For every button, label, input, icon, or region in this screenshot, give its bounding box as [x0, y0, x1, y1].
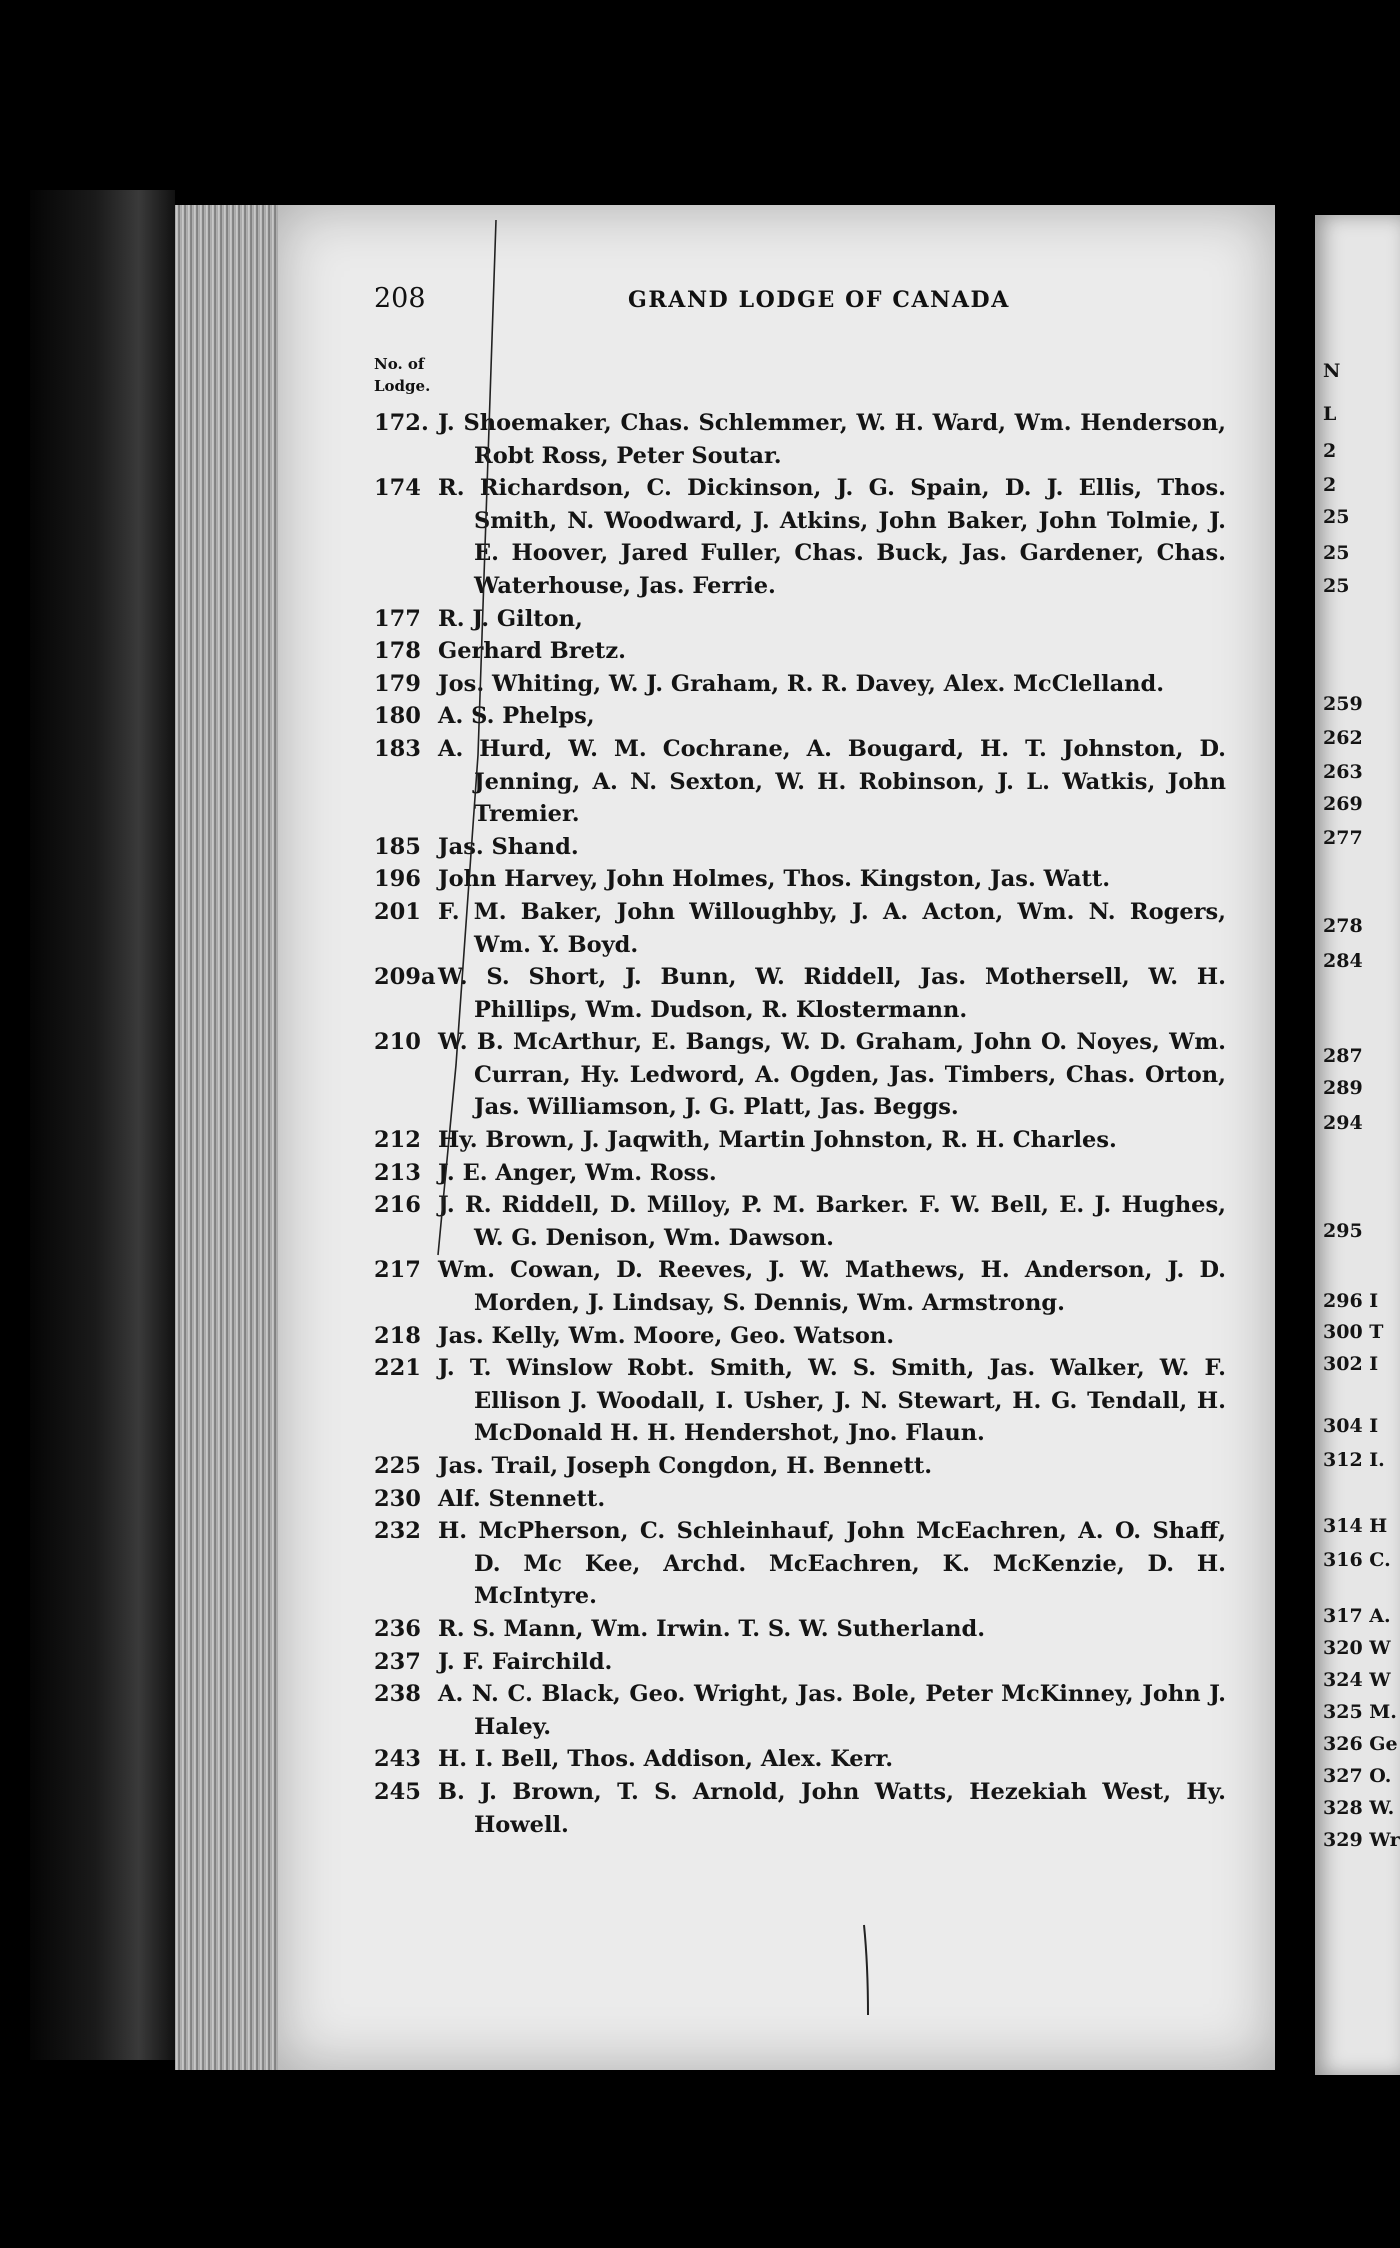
lodge-member-names: J. F. Fairchild.	[438, 1648, 613, 1675]
adjacent-page-number: 304 I	[1323, 1415, 1379, 1437]
lodge-number: 212	[374, 1127, 421, 1154]
adjacent-page-number: 294	[1323, 1112, 1363, 1134]
lodge-member-names: Wm. Cowan, D. Reeves, J. W. Mathews, H. Anderson, J. D. Morden, J. Lindsay, S. Dennis, Wm. Armstrong.	[438, 1257, 1226, 1317]
adjacent-page-number: 269	[1323, 793, 1363, 815]
adjacent-page-number: L	[1323, 403, 1337, 425]
adjacent-page-number: 316 C.	[1323, 1549, 1391, 1571]
book-page	[278, 205, 1275, 2070]
lodge-number: 180	[374, 703, 421, 730]
adjacent-page-number: 284	[1323, 950, 1363, 972]
lodge-member-names: H. I. Bell, Thos. Addison, Alex. Kerr.	[438, 1746, 894, 1773]
lodge-member-names: B. J. Brown, T. S. Arnold, John Watts, Hezekiah West, Hy. Howell.	[438, 1778, 1226, 1838]
lodge-member-names: A. Hurd, W. M. Cochrane, A. Bougard, H. T. Johnston, D. Jenning, A. N. Sexton, W. H. Robinson, J. L. Watkis, John Tremier.	[438, 735, 1226, 828]
lodge-member-names: J. R. Riddell, D. Milloy, P. M. Barker. F. W. Bell, E. J. Hughes, W. G. Denison, Wm. Dawson.	[438, 1192, 1226, 1251]
lodge-member-names: Alf. Stennett.	[438, 1485, 606, 1512]
column-heading-line: No. of	[374, 355, 425, 373]
running-header: GRAND LODGE OF CANADA	[628, 287, 1010, 313]
adjacent-page-number: 25	[1323, 506, 1350, 528]
adjacent-page-number: 259	[1323, 693, 1363, 715]
adjacent-page-number: 25	[1323, 542, 1350, 564]
lodge-member-names: R. J. Gilton,	[438, 605, 583, 632]
adjacent-page-number: 263	[1323, 761, 1363, 783]
lodge-number: 174	[374, 475, 421, 502]
lodge-number: 179	[374, 670, 421, 697]
lodge-member-names: John Harvey, John Holmes, Thos. Kingston, Jas. Watt.	[438, 866, 1111, 893]
lodge-member-names: H. McPherson, C. Schleinhauf, John McEachren, A. O. Shaff, D. Mc Kee, Archd. McEachren, K. McKenzie, D. H. McIntyre.	[438, 1518, 1226, 1610]
lodge-member-names: J. Shoemaker, Chas. Schlemmer, W. H. Ward, Wm. Henderson, Robt Ross, Peter Soutar.	[438, 410, 1226, 469]
adjacent-page-number: 295	[1323, 1220, 1363, 1242]
adjacent-page-number: 302 I	[1323, 1353, 1379, 1375]
lodge-member-names: Jos. Whiting, W. J. Graham, R. R. Davey, Alex. McClelland.	[438, 670, 1165, 697]
lodge-number: 232	[374, 1518, 421, 1545]
adjacent-page-number: 296 I	[1323, 1290, 1379, 1312]
adjacent-page-number: 300 T	[1323, 1321, 1384, 1343]
column-heading-line: Lodge.	[374, 377, 431, 395]
lodge-number: 216	[374, 1192, 421, 1219]
lodge-number: 183	[374, 735, 421, 762]
lodge-number: 236	[374, 1615, 421, 1642]
adjacent-page-number: 317 A.	[1323, 1605, 1391, 1627]
lodge-number: 221	[374, 1355, 421, 1382]
adjacent-page-number: 326 Ge	[1323, 1733, 1398, 1755]
adjacent-page-number: 312 I.	[1323, 1449, 1385, 1471]
adjacent-page-number: N	[1323, 360, 1341, 382]
lodge-member-names: A. N. C. Black, Geo. Wright, Jas. Bole, Peter McKinney, John J. Haley.	[438, 1681, 1226, 1740]
lodge-number: 217	[374, 1257, 421, 1284]
adjacent-page-number: 277	[1323, 827, 1363, 849]
lodge-member-names: W. B. McArthur, E. Bangs, W. D. Graham, John O. Noyes, Wm. Curran, Hy. Ledword, A. Ogden, Jas. Timbers, Chas. Orton, Jas. Williamson, J. G. Platt, Jas. Beggs.	[438, 1029, 1226, 1121]
lodge-number: 201	[374, 898, 421, 925]
adjacent-page-number: 320 W	[1323, 1637, 1391, 1659]
lodge-number: 185	[374, 833, 421, 860]
lodge-number: 237	[374, 1648, 421, 1675]
lodge-member-names: Jas. Shand.	[438, 833, 579, 860]
page-edges	[175, 205, 280, 2070]
lodge-number: 243	[374, 1746, 421, 1773]
adjacent-page-number: 287	[1323, 1045, 1363, 1067]
adjacent-page-number: 289	[1323, 1077, 1363, 1099]
adjacent-page-number: 329 Wr	[1323, 1829, 1400, 1851]
lodge-number: 218	[374, 1322, 421, 1349]
adjacent-page-number: 262	[1323, 727, 1363, 749]
lodge-number: 177	[374, 605, 421, 632]
adjacent-page-number: 324 W	[1323, 1669, 1391, 1691]
lodge-member-names: Gerhard Bretz.	[438, 638, 626, 665]
book-spine-shadow	[30, 190, 175, 2060]
lodge-member-names: J. T. Winslow Robt. Smith, W. S. Smith, Jas. Walker, W. F. Ellison J. Woodall, I. Usher, J. N. Stewart, H. G. Tendall, H. McDonald H. H. Hendershot, Jno. Flaun.	[438, 1355, 1226, 1447]
lodge-number: 178	[374, 638, 421, 665]
adjacent-page-number: 328 W.	[1323, 1797, 1395, 1819]
lodge-number: 245	[374, 1778, 421, 1805]
lodge-number: 230	[374, 1485, 421, 1512]
lodge-member-names: A. S. Phelps,	[438, 703, 595, 730]
page-number: 208	[374, 283, 426, 314]
adjacent-page-fragment	[1315, 215, 1400, 2075]
adjacent-page-number: 327 O.	[1323, 1765, 1392, 1787]
lodge-member-names: F. M. Baker, John Willoughby, J. A. Acton, Wm. N. Rogers, Wm. Y. Boyd.	[438, 898, 1226, 958]
adjacent-page-number: 278	[1323, 915, 1363, 937]
adjacent-page-number: 325 M.	[1323, 1701, 1397, 1723]
adjacent-page-number: 25	[1323, 575, 1350, 597]
lodge-number: 172.	[374, 410, 429, 436]
lodge-number: 225	[374, 1453, 421, 1479]
lodge-member-names: Jas. Trail, Joseph Congdon, H. Bennett.	[438, 1453, 933, 1479]
lodge-member-names: R. Richardson, C. Dickinson, J. G. Spain, D. J. Ellis, Thos. Smith, N. Woodward, J. Atkins, John Baker, John Tolmie, J. E. Hoover, Jared Fuller, Chas. Buck, Jas. Gardener, Chas. Waterhouse, Jas. Ferrie.	[438, 475, 1226, 599]
adjacent-page-number: 2	[1323, 440, 1337, 462]
adjacent-page-number: 2	[1323, 474, 1337, 496]
pen-mark-vertical-line	[278, 205, 1275, 2070]
lodge-member-names: Hy. Brown, J. Jaqwith, Martin Johnston, R. H. Charles.	[438, 1127, 1117, 1154]
adjacent-page-number: 314 H	[1323, 1515, 1388, 1537]
lodge-member-names: W. S. Short, J. Bunn, W. Riddell, Jas. Mothersell, W. H. Phillips, Wm. Dudson, R. Klostermann.	[438, 964, 1226, 1023]
lodge-number: 238	[374, 1681, 421, 1708]
adjacent-page-numbers	[1315, 215, 1400, 2075]
lodge-number: 209a	[374, 964, 436, 991]
lodge-number: 210	[374, 1029, 421, 1056]
lodge-number: 213	[374, 1159, 421, 1186]
lodge-member-names: R. S. Mann, Wm. Irwin. T. S. W. Sutherland.	[438, 1615, 986, 1642]
lodge-member-names: J. E. Anger, Wm. Ross.	[438, 1159, 717, 1186]
lodge-number: 196	[374, 866, 421, 893]
lodge-member-names: Jas. Kelly, Wm. Moore, Geo. Watson.	[438, 1322, 895, 1349]
